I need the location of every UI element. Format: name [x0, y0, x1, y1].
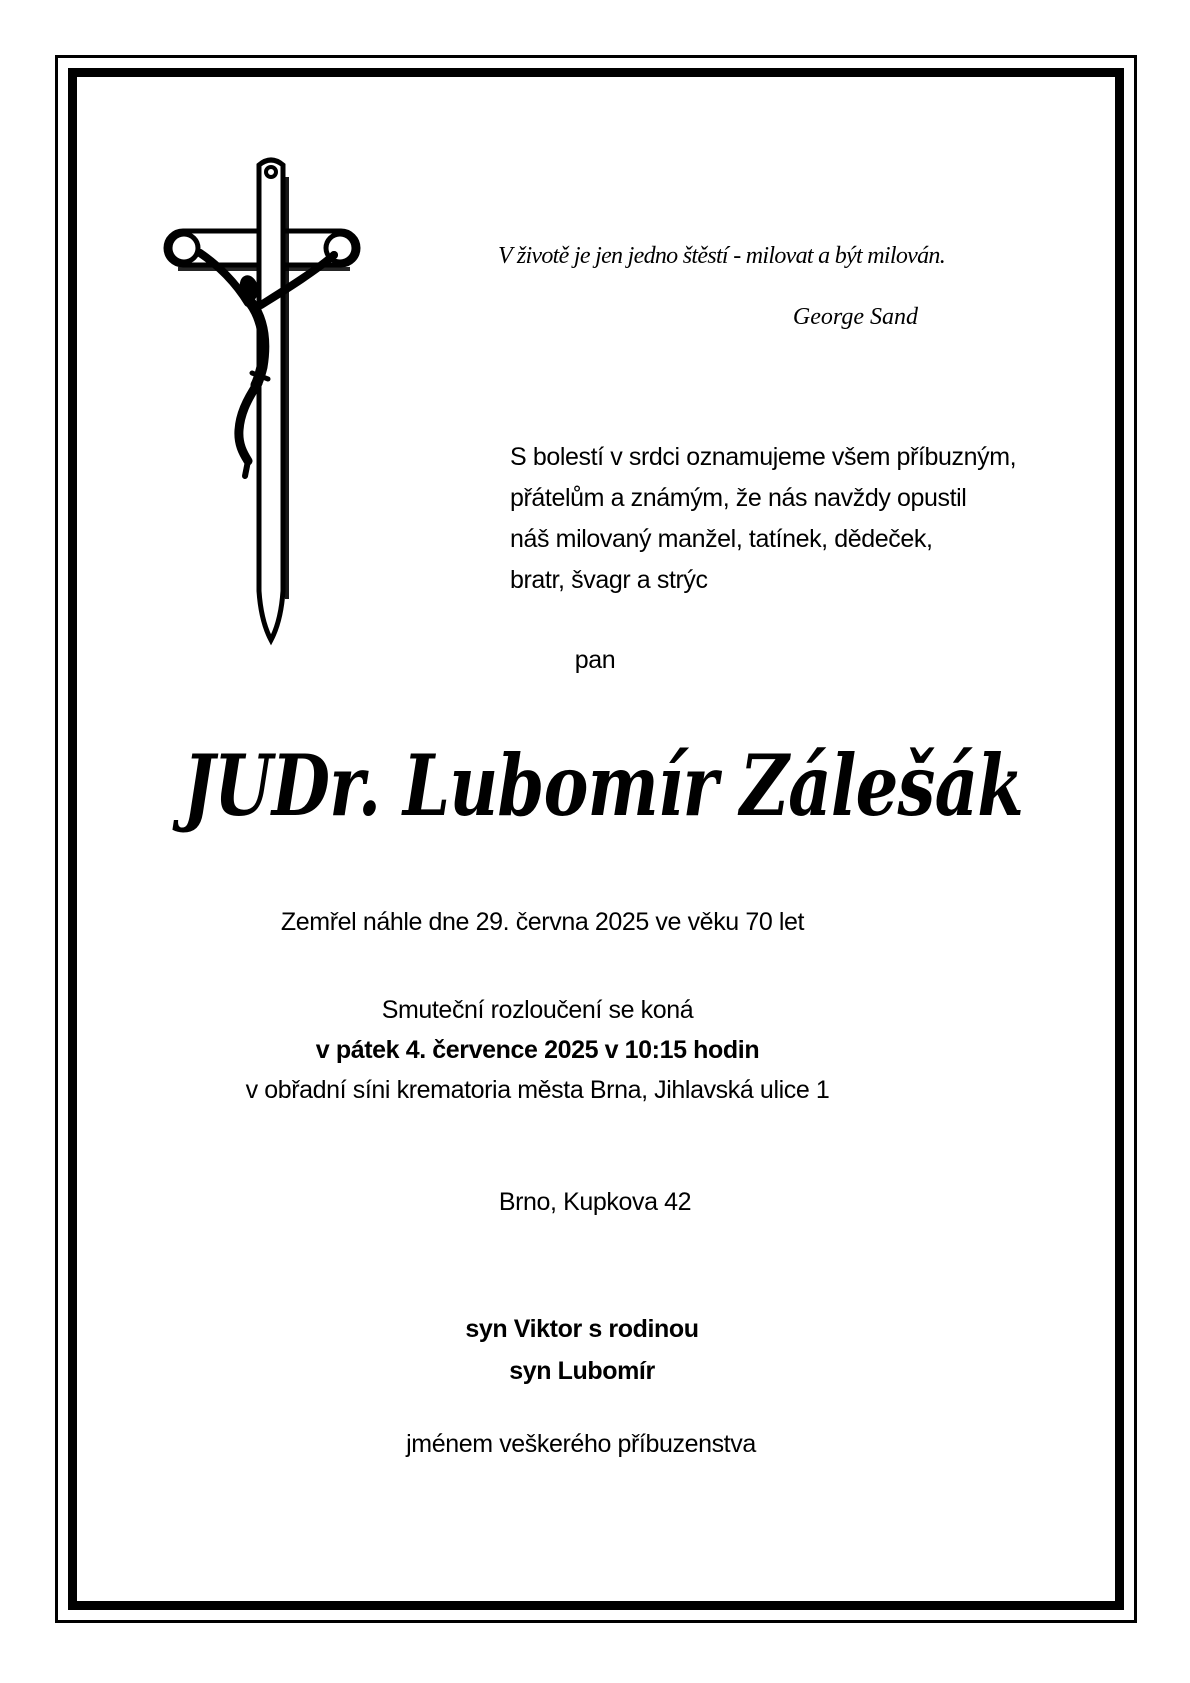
quote-text: V životě je jen jedno štěstí - milovat a být milován.	[498, 243, 946, 269]
mourners-block	[80, 1308, 1110, 1392]
ceremony-location: v obřadní síni krematoria města Brna, Jihlavská ulice 1	[245, 1076, 830, 1104]
announcement-line-1: S bolestí v srdci oznamujeme všem příbuzným,	[510, 443, 1017, 471]
mourner-line-1: syn Viktor s rodinou	[465, 1315, 699, 1343]
announcement-line-4: bratr, švagr a strýc	[510, 566, 708, 594]
quote-attribution: George Sand	[792, 304, 918, 330]
memorial-quote-block	[498, 243, 946, 331]
mourner-line-2: syn Lubomír	[509, 1357, 655, 1385]
deceased-name: JUDr. Lubomír Zálešák	[183, 736, 1024, 835]
family-address: Brno, Kupkova 42	[498, 1188, 692, 1216]
closing-line: jménem veškerého příbuzenstva	[406, 1430, 756, 1458]
announcement-paragraph	[510, 437, 1030, 601]
ceremony-intro: Smuteční rozloučení se koná	[381, 996, 694, 1024]
announcement-line-3: náš milovaný manžel, tatínek, dědeček,	[510, 525, 933, 553]
death-notice: Zemřel náhle dne 29. června 2025 ve věku 70 let	[280, 908, 805, 936]
ceremony-block	[80, 990, 1110, 1110]
announcement-line-2: přátelům a známým, že nás navždy opustil	[510, 484, 967, 512]
title-prefix: pan	[574, 646, 616, 674]
ceremony-datetime: v pátek 4. července 2025 v 10:15 hodin	[315, 1036, 760, 1064]
crucifix-icon	[148, 153, 378, 648]
